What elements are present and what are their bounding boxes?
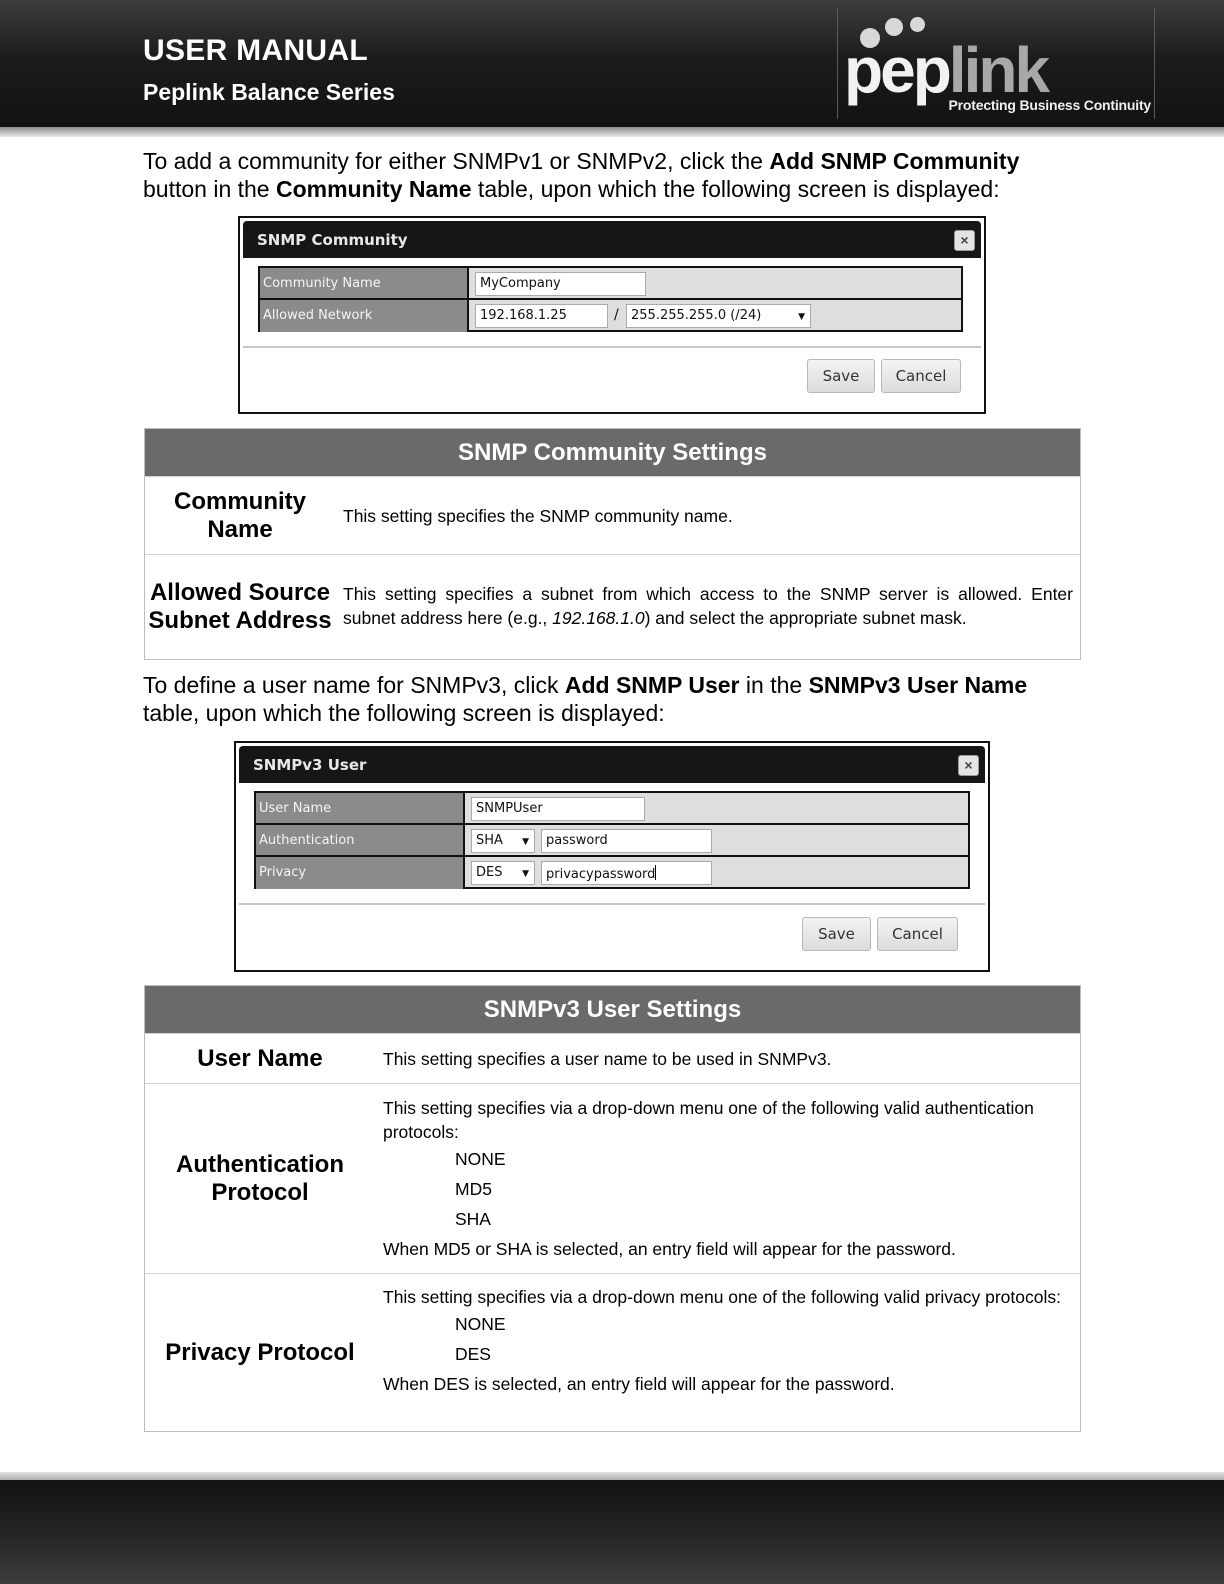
auth-protocol-value: SHA	[476, 833, 503, 848]
text: ) and select the appropriate subnet mask.	[644, 608, 967, 628]
community-form	[258, 266, 963, 332]
text: button in the	[143, 176, 276, 202]
snmpv3-user-settings-table	[144, 985, 1081, 1432]
snmpv3-user-dialog	[234, 741, 990, 972]
settings-row-privacy-protocol	[145, 1273, 1080, 1431]
settings-row-community-name	[145, 476, 1080, 554]
chevron-down-icon: ▼	[522, 837, 529, 847]
subnet-mask-value: 255.255.255.0 (/24)	[631, 308, 762, 323]
option-item: SHA	[455, 1209, 491, 1229]
description-text: This setting specifies via a drop-down menu one of the following valid privacy protocols:	[383, 1287, 1061, 1307]
table-heading: SNMP Community Settings	[145, 429, 1080, 476]
option-item: DES	[455, 1344, 491, 1364]
table-heading: SNMPv3 User Settings	[145, 986, 1080, 1033]
setting-description	[343, 582, 1073, 630]
field-label: Community Name	[260, 268, 469, 298]
option-item: MD5	[455, 1179, 492, 1199]
page-footer	[0, 1480, 1224, 1584]
auth-protocol-select[interactable]	[471, 829, 535, 853]
form-row-allowed-network	[260, 300, 961, 332]
network-separator: /	[614, 307, 619, 323]
dialog-title: SNMPv3 User	[253, 756, 367, 774]
network-address-input[interactable]: 192.168.1.25	[475, 304, 608, 328]
user-name-input[interactable]: SNMPUser	[471, 797, 645, 821]
dialog-title: SNMP Community	[257, 231, 408, 249]
page-header	[0, 0, 1224, 127]
cancel-button[interactable]: Cancel	[881, 359, 961, 393]
chevron-down-icon: ▼	[522, 869, 529, 879]
setting-label: Community Name	[174, 487, 306, 543]
close-icon[interactable]: ×	[954, 230, 975, 251]
field-label: Allowed Network	[260, 300, 469, 332]
community-name-table-ref: Community Name	[276, 176, 472, 202]
setting-description: This setting specifies a user name to be used in SNMPv3.	[383, 1049, 832, 1069]
dialog-titlebar	[239, 746, 985, 783]
community-name-input[interactable]: MyCompany	[475, 272, 646, 296]
cancel-button[interactable]: Cancel	[877, 917, 958, 951]
setting-description	[383, 1096, 1073, 1261]
close-icon[interactable]: ×	[958, 755, 979, 776]
settings-row-user-name	[145, 1033, 1080, 1083]
text: To add a community for either SNMPv1 or SNMPv2, click the	[143, 148, 770, 174]
text-cursor	[655, 865, 656, 880]
snmp-community-settings-table	[144, 428, 1081, 660]
example-subnet: 192.168.1.0	[552, 608, 645, 628]
privacy-password-value: privacypassword	[546, 867, 656, 882]
text: This setting specifies a subnet from which access to the SNMP server is allowed. Enter subnet address here (e.g.,	[343, 584, 1073, 628]
option-item: NONE	[455, 1314, 506, 1334]
logo-wordmark-link: link	[948, 34, 1048, 106]
community-intro-paragraph	[143, 147, 1083, 203]
description-note: When DES is selected, an entry field will appear for the password.	[383, 1374, 895, 1394]
document-title: USER MANUAL	[143, 34, 368, 67]
setting-description	[383, 1285, 1073, 1396]
add-snmp-user-ref: Add SNMP User	[564, 672, 740, 698]
text: in the	[739, 672, 809, 698]
snmpv3-user-name-table-ref: SNMPv3 User Name	[808, 672, 1028, 698]
snmp-community-dialog	[238, 216, 986, 414]
setting-label: Privacy Protocol	[165, 1338, 355, 1366]
save-button[interactable]: Save	[807, 359, 875, 393]
privacy-protocol-select[interactable]	[471, 861, 535, 885]
settings-row-authentication-protocol	[145, 1083, 1080, 1273]
privacy-protocol-value: DES	[476, 865, 503, 880]
logo-wordmark-pep: pep	[844, 34, 949, 106]
auth-password-input[interactable]: password	[541, 829, 712, 853]
form-row-privacy	[256, 857, 968, 889]
peplink-logo	[837, 8, 1155, 119]
text: To define a user name for SNMPv3, click	[143, 672, 565, 698]
option-item: NONE	[455, 1149, 506, 1169]
user-intro-paragraph	[143, 671, 1083, 727]
field-label: Privacy	[256, 857, 465, 889]
privacy-password-input[interactable]	[541, 861, 712, 885]
user-form	[254, 791, 970, 889]
logo-tagline: Protecting Business Continuity	[948, 97, 1151, 113]
setting-label: Allowed Source Subnet Address	[148, 579, 332, 634]
form-row-user-name	[256, 793, 968, 825]
setting-description: This setting specifies the SNMP community name.	[343, 506, 733, 526]
dialog-separator	[239, 903, 985, 905]
field-label: Authentication	[256, 825, 465, 855]
subnet-mask-select[interactable]	[626, 304, 811, 328]
save-button[interactable]: Save	[802, 917, 871, 951]
setting-label: User Name	[197, 1044, 323, 1072]
footer-divider	[0, 1472, 1224, 1480]
form-row-community-name	[260, 268, 961, 300]
text: table, upon which the following screen is displayed:	[471, 176, 1000, 202]
form-row-authentication	[256, 825, 968, 857]
dialog-titlebar	[243, 221, 981, 258]
header-divider	[0, 127, 1224, 137]
add-snmp-community-ref: Add SNMP Community	[769, 148, 1020, 174]
document-subtitle: Peplink Balance Series	[143, 79, 395, 105]
setting-label: Authentication Protocol	[176, 1150, 344, 1206]
logo-wordmark	[844, 34, 1048, 106]
description-text: This setting specifies via a drop-down menu one of the following valid authentication protocols:	[383, 1098, 1034, 1142]
text: table, upon which the following screen is displayed:	[143, 700, 665, 726]
dialog-separator	[243, 346, 981, 348]
settings-row-allowed-source	[145, 554, 1080, 659]
logo-dot	[910, 17, 925, 32]
chevron-down-icon: ▼	[798, 312, 805, 322]
description-note: When MD5 or SHA is selected, an entry field will appear for the password.	[383, 1239, 956, 1259]
field-label: User Name	[256, 793, 465, 823]
